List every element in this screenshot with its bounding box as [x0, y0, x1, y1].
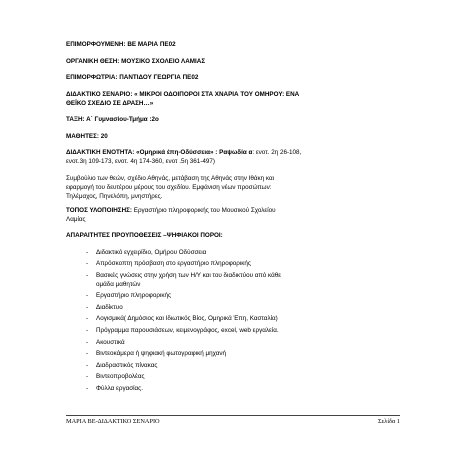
list-item: - Βιντεοκάμερα ή ψηφιακή φωτογραφική μηχανή — [86, 350, 227, 358]
list-item: - Διαδίκτυο — [86, 303, 123, 311]
summary-line2: εφαρμογή του δευτέρου μέρους του σχεδίου. Εμφάνιση νέων προσώπων: — [66, 183, 272, 191]
unit-title: «Ομηρικά έπη-Οδύσσεια» — [136, 149, 214, 156]
unit-line1 — [66, 148, 400, 157]
location-line1 — [66, 206, 400, 215]
summary-line1: Συμβούλιο των θεών, σχέδιο Αθηνάς, μετάβαση της Αθηνάς στην Ιθάκη και — [66, 174, 275, 182]
prerequisites-list — [66, 248, 400, 394]
location-line2: Λαμίας — [66, 215, 86, 223]
list-item: - Φύλλα εργασίας. — [86, 385, 143, 393]
list-item: - Πρόγραμμα παρουσιάσεων, κειμενογράφος, excel, web εργαλεία. — [86, 327, 279, 335]
unit-detail1: : ενοτ. 2η 26-108, — [252, 149, 302, 156]
list-item: - Βασικές γνώσεις στην χρήση των Η/Υ και του διαδικτύου από κάθε ομάδα μαθητών — [86, 271, 282, 288]
scenario-title-line1: ΔΙΔΑΚΤΙΚΟ ΣΕΝΑΡΙΟ: « ΜΙΚΡΟΙ ΟΔΟΙΠΟΡΟΙ ΣΤΑ ΧΝΑΡΙΑ ΤΟΥ ΟΜΗΡΟΥ: ΕΝΑ — [66, 90, 300, 98]
list-item: - Εργαστήριο πληροφορικής — [86, 292, 172, 300]
list-item: - Απρόσκοπτη πρόσβαση στο εργαστήριο πληροφορικής — [86, 260, 251, 268]
page-footer — [66, 415, 400, 425]
students-line: ΜΑΘΗΤΕΣ: 20 — [66, 132, 108, 140]
school-line: ΟΡΓΑΝΙΚΗ ΘΕΣΗ: ΜΟΥΣΙΚΟ ΣΧΟΛΕΙΟ ΛΑΜΙΑΣ — [66, 57, 206, 65]
unit-label: ΔΙΔΑΚΤΙΚΗ ΕΝΟΤΗΤΑ: — [66, 149, 137, 156]
unit-detail2: ενοτ.3η 109-173, ενοτ. 4η 174-360, ενοτ .5η 361-497) — [66, 158, 215, 165]
trainer-line: ΕΠΙΜΟΡΦΩΤΡΙΑ: ΠΑΝΤΙΔΟΥ ΓΕΩΡΓΙΑ ΠΕ02 — [66, 74, 199, 81]
summary-line3: Τηλέμαχος, Πηνελόπη, μνηστήρες. — [66, 192, 163, 200]
scenario-title-line2: ΘΕΪΚΟ ΣΧΕΔΙΟ ΣΕ ΔΡΑΣΗ…» — [66, 99, 154, 107]
list-item: - Λογισμικά( Δημόσιος και Ιδιωτικός Βίος, Ομηρικά Έπη, Κασταλία) — [86, 315, 278, 323]
footer-author: ΜΑΡΙΑ ΒΕ-ΔΙΔΑΚΤΙΚΟ ΣΕΝΑΡΙΟ — [66, 418, 160, 425]
location-text: Εργαστήριο πληροφορικής του Μουσικού Σχολείου — [132, 206, 276, 214]
document-body — [66, 40, 400, 396]
page-number: Σελίδα 1 — [377, 418, 400, 425]
prerequisites-heading: ΑΠΑΡΑΙΤΗΤΕΣ ΠΡΟΥΠΟΘΕΣΕΙΣ –ΨΗΦΙΑΚΟΙ ΠΟΡΟΙ: — [66, 232, 223, 239]
list-item: - Διδακτικό εγχειρίδιο, Ομήρου Οδύσσεια — [86, 248, 207, 256]
trainee-line: ΕΠΙΜΟΡΦΟΥΜΕΝΗ: ΒΕ ΜΑΡΙΑ ΠΕ02 — [66, 41, 176, 48]
list-item-continuation: ομάδα μαθητών — [96, 280, 141, 288]
location-label: ΤΟΠΟΣ ΥΛΟΠΟΙΗΣΗΣ: — [66, 206, 132, 214]
list-item: - Διαδραστικός πίνακας — [86, 361, 158, 369]
list-item: - Βιντεοπροβολέας — [86, 373, 145, 381]
class-line: ΤΑΞΗ: Α΄ Γυμνασίου-Τμήμα :2ο — [66, 116, 159, 123]
list-item: - Ακουστικά — [86, 338, 125, 346]
unit-rhapsody: : Ραψωδία α — [213, 149, 253, 156]
